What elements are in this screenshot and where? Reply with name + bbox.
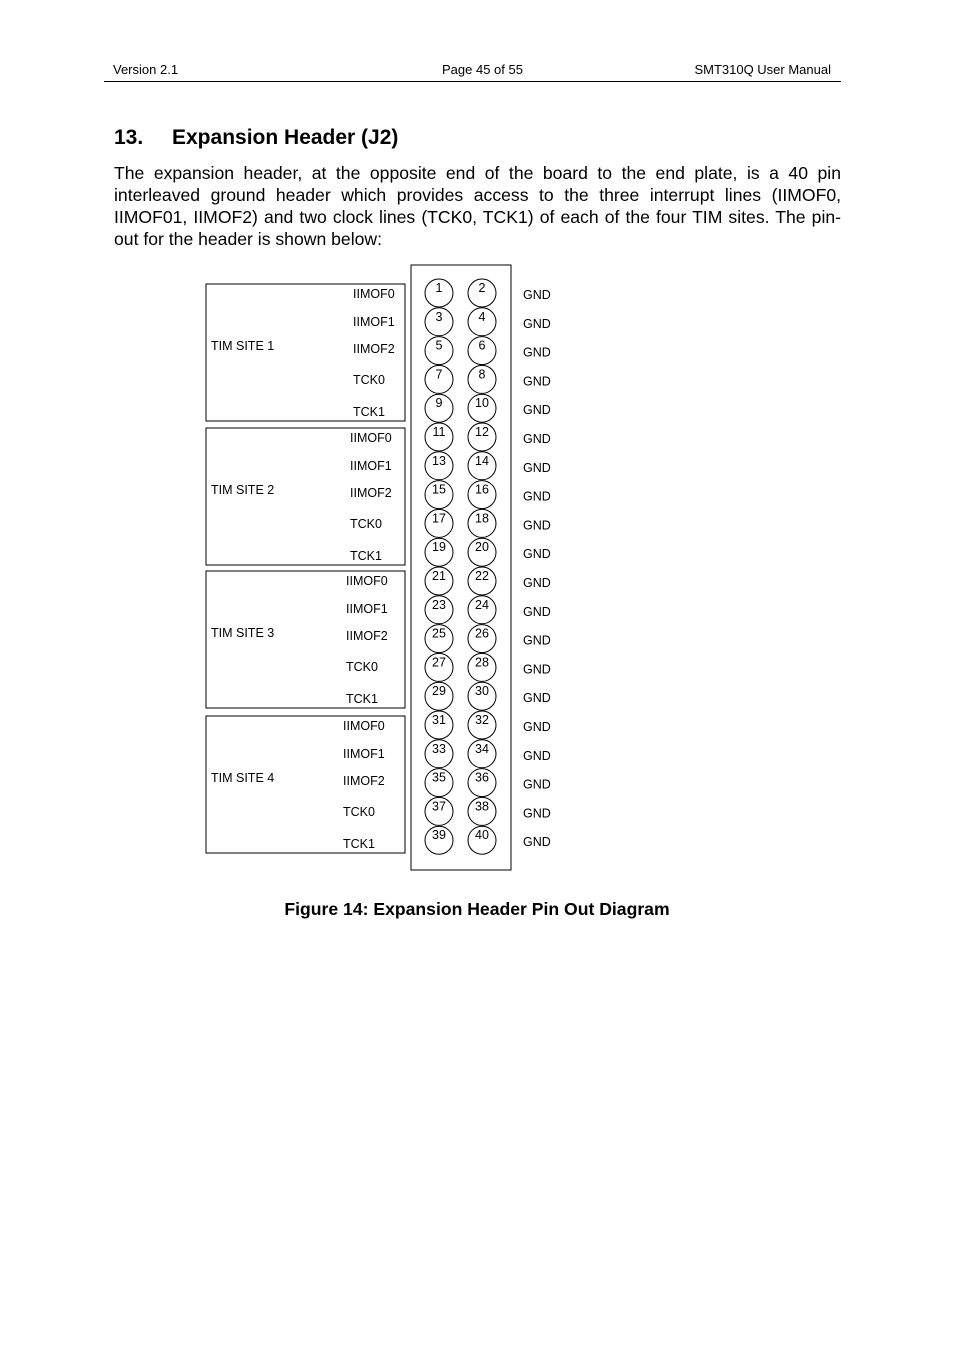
pin-number: 26 — [475, 626, 489, 641]
pin-number: 35 — [432, 770, 446, 785]
section-number: 13. — [114, 126, 144, 149]
section-title-text: Expansion Header (J2) — [172, 126, 399, 149]
header-version: Version 2.1 — [113, 62, 179, 77]
pin-number: 5 — [435, 338, 443, 353]
signal-label: TCK0 — [353, 373, 385, 387]
gnd-label: GND — [523, 806, 551, 821]
gnd-label: GND — [523, 748, 551, 763]
signal-label: IIMOF2 — [350, 486, 392, 500]
pin-number: 20 — [475, 540, 489, 555]
signal-label: TCK0 — [343, 805, 375, 819]
gnd-label: GND — [523, 835, 551, 850]
pin-number: 40 — [475, 828, 489, 843]
pin-number: 36 — [475, 770, 489, 785]
pin-number: 1 — [435, 281, 443, 295]
pin-number: 37 — [432, 799, 446, 814]
gnd-label: GND — [523, 662, 551, 677]
pin-number: 10 — [475, 396, 489, 411]
pin-number: 24 — [475, 597, 489, 612]
pin-number: 29 — [432, 684, 446, 699]
pin-number: 23 — [432, 597, 446, 612]
pin-number: 28 — [475, 655, 489, 670]
signal-label: IIMOF2 — [346, 629, 388, 643]
figure-caption: Figure 14: Expansion Header Pin Out Diagram — [284, 899, 670, 919]
pin-number: 7 — [435, 367, 443, 382]
pin-number: 8 — [478, 367, 486, 382]
pin-number: 25 — [432, 626, 446, 641]
pin-number: 6 — [478, 338, 486, 353]
pin-number: 21 — [432, 569, 446, 583]
pin-number: 34 — [475, 741, 489, 756]
gnd-label: GND — [523, 720, 551, 734]
pin-number: 22 — [475, 569, 489, 583]
pin-number: 33 — [432, 741, 446, 756]
signal-label: TCK1 — [346, 692, 378, 706]
gnd-label: GND — [523, 460, 551, 475]
signal-label: TCK1 — [353, 405, 385, 419]
pin-number: 31 — [432, 713, 446, 727]
gnd-label: GND — [523, 489, 551, 504]
signal-label: IIMOF1 — [350, 459, 392, 473]
gnd-label: GND — [523, 374, 551, 389]
tim-site-label: TIM SITE 1 — [211, 339, 275, 353]
pin-number: 2 — [478, 281, 486, 295]
signal-label: TCK1 — [343, 837, 375, 851]
pin-number: 18 — [475, 511, 489, 526]
signal-label: TCK0 — [346, 660, 378, 674]
signal-label: IIMOF1 — [346, 602, 388, 616]
pin-number: 16 — [475, 482, 489, 497]
signal-label: IIMOF1 — [353, 315, 395, 329]
signal-label: IIMOF0 — [353, 287, 395, 301]
gnd-label: GND — [523, 316, 551, 331]
gnd-label: GND — [523, 576, 551, 590]
pin-number: 17 — [432, 511, 446, 526]
tim-site-label: TIM SITE 3 — [211, 626, 275, 640]
signal-label: IIMOF0 — [343, 719, 385, 733]
signal-label: IIMOF0 — [346, 574, 388, 588]
signal-label: IIMOF2 — [343, 774, 385, 788]
pin-number: 32 — [475, 713, 489, 727]
signal-label: IIMOF1 — [343, 747, 385, 761]
pin-number: 13 — [432, 453, 446, 468]
header-document-title: SMT310Q User Manual — [694, 62, 831, 77]
gnd-label: GND — [523, 777, 551, 792]
pin-number: 30 — [475, 684, 489, 699]
gnd-label: GND — [523, 518, 551, 533]
signal-label: IIMOF2 — [353, 342, 395, 356]
gnd-label: GND — [523, 633, 551, 648]
header-page-number: Page 45 of 55 — [442, 62, 523, 77]
pin-number: 15 — [432, 482, 446, 497]
pin-number: 12 — [475, 425, 489, 439]
signal-label: TCK0 — [350, 517, 382, 531]
gnd-label: GND — [523, 691, 551, 706]
pin-number: 27 — [432, 655, 446, 670]
gnd-label: GND — [523, 345, 551, 360]
pin-number: 4 — [478, 309, 486, 324]
gnd-label: GND — [523, 432, 551, 446]
pin-number: 9 — [435, 396, 443, 411]
pin-number: 14 — [475, 453, 489, 468]
gnd-label: GND — [523, 547, 551, 562]
pin-number: 39 — [432, 828, 446, 843]
section-paragraph: The expansion header, at the opposite end of the board to the end plate, is a 40 pin interleaved ground header which provides access to the three interrupt lines (IIMOF0, IIMOF01, IIMOF2) and two clock lines (TCK0, TCK1) of each of the four TIM sites. The pin-out for the header is shown below: — [114, 163, 841, 249]
signal-label: TCK1 — [350, 549, 382, 563]
pin-number: 38 — [475, 799, 489, 814]
tim-site-label: TIM SITE 2 — [211, 483, 275, 497]
tim-site-label: TIM SITE 4 — [211, 771, 275, 785]
pin-number: 11 — [432, 425, 446, 439]
signal-label: IIMOF0 — [350, 431, 392, 445]
pin-number: 3 — [435, 309, 443, 324]
gnd-label: GND — [523, 403, 551, 418]
pin-number: 19 — [432, 540, 446, 555]
gnd-label: GND — [523, 288, 551, 302]
gnd-label: GND — [523, 604, 551, 619]
